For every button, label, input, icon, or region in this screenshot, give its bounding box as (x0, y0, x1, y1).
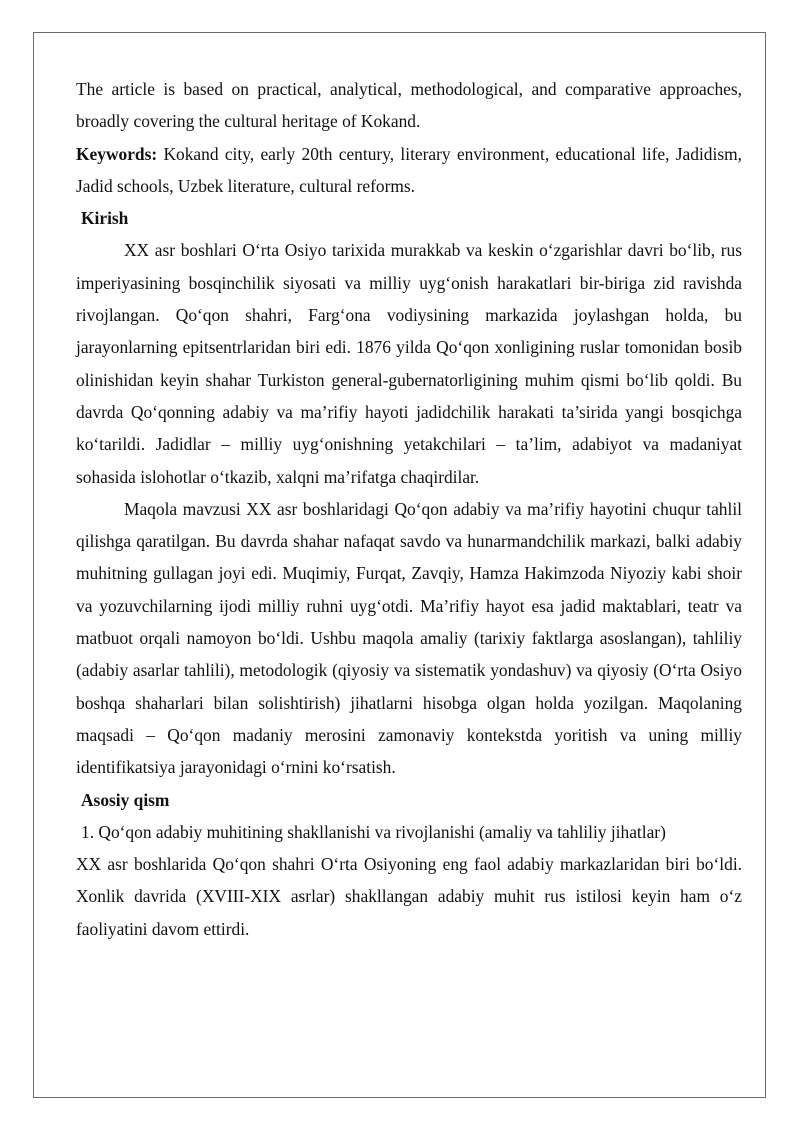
section-heading-main: Asosiy qism (81, 789, 170, 810)
intro-paragraph-2: Maqola mavzusi XX asr boshlaridagi Qo‘qon adabiy va ma’rifiy hayotini chuqur tahlil qilishga qaratilgan. Bu davrda shahar nafaqat savdo va hunarmandchilik markazi, balki adabiy muhitning gullagan joyi edi. Muqimiy, Furqat, Zavqiy, Hamza Hakimzoda Niyoziy kabi shoir va yozuvchilarning ijodi milliy ruhni uyg‘otdi. Ma’rifiy hayot esa jadid maktablari, teatr va matbuot orqali namoyon bo‘ldi. Ushbu maqola amaliy (tarixiy faktlarga asoslangan), tahliliy (adabiy asarlar tahlili), metodologik (qiyosiy va sistematik yondashuv) va qiyosiy (O‘rta Osiyo boshqa shaharlari bilan solishtirish) jihatlarni hisobga olgan holda yozilgan. Maqolaning maqsadi – Qo‘qon madaniy merosini zamonaviy kontekstda yoritish va uning milliy identifikatsiya jarayonidagi o‘rnini ko‘rsatish. (76, 498, 742, 778)
abstract-paragraph: The article is based on practical, analytical, methodological, and comparative approaches, broadly covering the cultural heritage of Kokand. (76, 79, 742, 132)
keywords-label: Keywords: (76, 143, 158, 164)
intro-paragraph-1: XX asr boshlari O‘rta Osiyo tarixida murakkab va keskin o‘zgarishlar davri bo‘lib, rus imperiyasining bosqinchilik siyosati va milliy uyg‘onish harakatlari bir-biriga zid ravishda rivojlangan. Qo‘qon shahri, Farg‘ona vodiysining markazida joylashgan holda, bu jarayonlarning epitsentrlaridan biri edi. 1876 yilda Qo‘qon xonligining ruslar tomonidan bosib olinishidan keyin shahar Turkiston general-gubernatorligining muhim qismi bo‘lib qoldi. Bu davrda Qo‘qonning adabiy va ma’rifiy hayoti jadidchilik harakati ta’sirida yangi bosqichga ko‘tarildi. Jadidlar – milliy uyg‘onishning yetakchilari – ta’lim, adabiyot va madaniyat sohasida islohotlar o‘tkazib, xalqni ma’rifatga chaqirdilar. (76, 240, 742, 487)
main-paragraph: XX asr boshlarida Qo‘qon shahri O‘rta Osiyoning eng faol adabiy markazlaridan biri bo‘ldi. Xonlik davrida (XVIII-XIX asrlar) shakllangan adabiy muhit rus istilosi keyin ham o‘z faoliyatini davom ettirdi. (76, 854, 742, 939)
keywords-text: Kokand city, early 20th century, literary environment, educational life, Jadidism, Jadid schools, Uzbek literature, cultural reforms. (76, 143, 742, 196)
document-body (76, 73, 742, 945)
section-heading-intro: Kirish (81, 208, 129, 229)
subsection-heading: 1. Qo‘qon adabiy muhitining shakllanishi va rivojlanishi (amaliy va tahliliy jihatlar) (81, 821, 666, 842)
keywords-paragraph (76, 138, 742, 203)
